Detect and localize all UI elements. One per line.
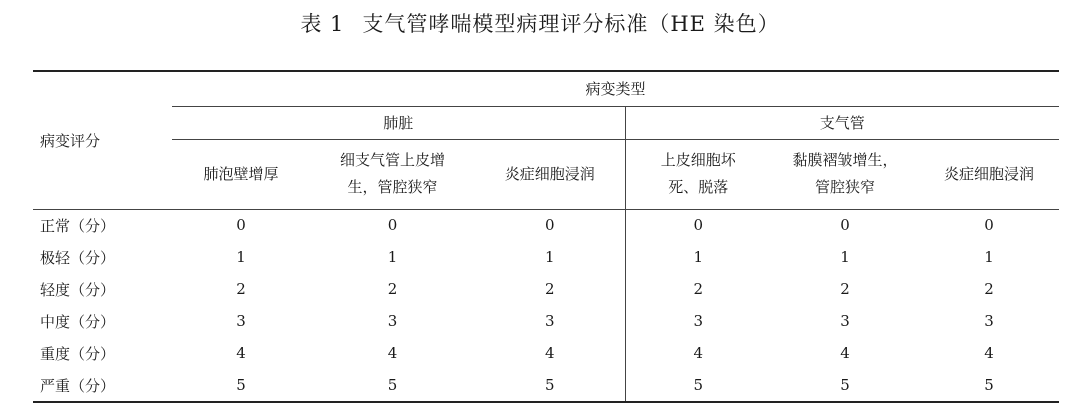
organ-header-bronchus: 支气管 [625,106,1059,139]
score-cell: 1 [840,248,850,266]
score-cell: 1 [693,248,704,266]
col-header-line: 炎症细胞浸润 [504,164,595,183]
score-cell: 0 [840,216,850,235]
score-cell: 0 [236,216,246,235]
row-label: 严重（分） [33,369,172,402]
table-number: 表 1 [300,12,345,36]
row-header: 病变评分 [40,131,101,150]
score-cell: 3 [984,312,994,330]
score-cell: 5 [172,369,310,402]
table-caption: 支气管哮喘模型病理评分标准（HE 染色） [362,12,780,36]
col-header [310,139,475,209]
table-row [33,305,1059,337]
score-cell: 4 [984,344,994,362]
row-label: 中度（分） [40,312,116,331]
col-header-line: 炎症细胞浸润 [944,164,1035,183]
col-header [919,139,1059,209]
score-cell: 5 [310,369,475,402]
col-header [625,139,771,209]
col-header-line: 上皮细胞坏 [660,151,736,169]
score-cell: 0 [693,216,704,235]
score-cell: 1 [236,248,246,266]
score-cell: 2 [387,280,398,298]
score-cell: 1 [387,248,398,266]
col-header-line: 细支气管上皮增 [339,151,445,169]
score-cell: 5 [475,369,625,402]
score-cell: 2 [475,273,625,305]
col-header-line: 肺泡壁增厚 [203,164,279,183]
score-cell: 0 [387,216,398,235]
score-cell: 4 [840,344,850,362]
row-label: 重度（分） [40,344,116,363]
score-cell: 1 [475,241,625,273]
score-cell: 0 [984,216,994,235]
col-header-line: 生，管腔狭窄 [347,178,438,196]
score-cell: 2 [984,280,994,298]
score-cell: 3 [475,305,625,337]
pathology-score-table [33,70,1059,403]
score-cell: 5 [919,369,1059,402]
table-row [33,273,1059,305]
organ-header-lung: 肺脏 [172,106,625,139]
row-label: 正常（分） [40,216,116,235]
table-row [33,241,1059,273]
table-row [33,209,1059,241]
score-cell: 4 [236,344,246,362]
group-header: 病变类型 [172,71,1059,106]
table-row [33,337,1059,369]
score-cell: 2 [236,280,246,298]
score-cell: 0 [475,209,625,241]
score-cell: 5 [771,369,919,402]
col-header-line: 黏膜褶皱增生， [792,151,898,169]
row-label: 极轻（分） [40,248,116,267]
score-cell: 4 [693,344,704,362]
score-cell: 2 [693,280,704,298]
score-cell: 3 [236,312,246,330]
score-cell: 4 [475,337,625,369]
col-header-line: 死、脱落 [668,178,729,196]
score-cell: 3 [840,312,850,330]
col-header-line: 管腔狭窄 [814,178,875,196]
score-cell: 3 [693,312,704,330]
score-cell: 3 [387,312,398,330]
table-title [0,8,1080,38]
col-header [172,139,310,209]
score-cell: 4 [387,344,398,362]
row-label: 轻度（分） [40,280,116,299]
score-cell: 1 [984,248,994,266]
col-header [771,139,919,209]
score-cell: 5 [625,369,771,402]
col-header [475,139,625,209]
score-cell: 2 [840,280,850,298]
table-row [33,369,1059,402]
